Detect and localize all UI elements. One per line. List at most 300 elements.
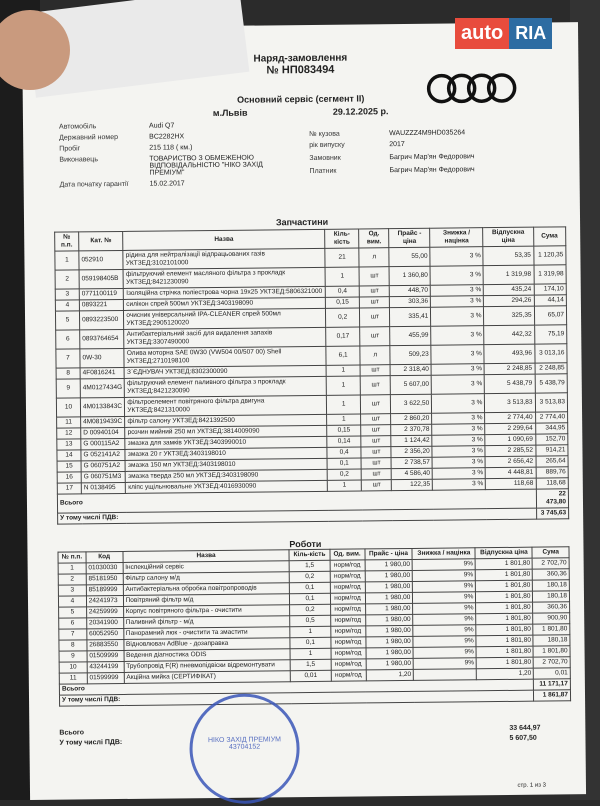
table-cell: 0,5	[290, 615, 330, 626]
parts-col-header: Назва	[123, 229, 325, 250]
parts-col-header: Знижка / націнка	[430, 228, 483, 248]
total-label: Всього	[59, 679, 534, 695]
table-cell: 1 980,00	[365, 636, 413, 647]
table-cell: 0,4	[327, 447, 361, 458]
table-cell: G 060751A2	[81, 460, 126, 471]
table-cell: 3 %	[431, 296, 484, 308]
parts-col-header: Відпускна ціна	[483, 227, 533, 247]
table-cell: 1 801,80	[476, 646, 533, 658]
table-cell: 24241973	[86, 595, 123, 606]
table-cell: 9	[56, 379, 80, 398]
table-cell: фільтроелемент повітряного фільтра двигуна УКТЗЕД:8421310000	[125, 395, 327, 416]
table-cell: 1 124,42	[391, 435, 432, 446]
table-cell	[414, 669, 477, 681]
table-cell: 1 980,00	[365, 625, 413, 636]
table-cell: 3 513,83	[535, 393, 568, 412]
table-cell: G 060751M3	[81, 471, 126, 482]
table-cell: 1 801,80	[476, 569, 533, 581]
table-cell: 1	[327, 480, 361, 491]
works-table	[57, 546, 571, 706]
stamp-code: 43704152	[228, 743, 261, 751]
table-cell: 335,41	[390, 307, 431, 326]
table-cell: 1	[327, 414, 361, 425]
table-cell: Повітряний фільтр м/д	[123, 594, 290, 607]
works-col-header: Сума	[532, 547, 569, 558]
table-cell: 4M0127434G	[80, 378, 125, 397]
table-cell: 2 738,57	[391, 457, 432, 468]
table-cell: 1 090,69	[485, 434, 535, 446]
table-cell: 360,36	[533, 569, 570, 580]
table-cell: фільтруючий елемент масляного фільтра з прокладк УКТЗЕД:8421230090	[123, 267, 325, 288]
table-cell: 21	[325, 248, 359, 267]
table-cell: 9%	[413, 603, 476, 615]
table-cell: змазка тверда 250 мл УКТЗЕД:3403198090	[126, 469, 328, 482]
service-segment: Основний сервіс (сегмент II)	[237, 93, 365, 105]
table-cell: 448,70	[390, 285, 431, 296]
table-cell: 65,07	[534, 306, 567, 325]
table-cell: 53,35	[483, 246, 533, 266]
table-cell: 0,1	[290, 637, 330, 648]
table-cell: 2 299,64	[485, 423, 535, 435]
table-cell: 9%	[413, 570, 476, 582]
table-cell: 3 %	[431, 326, 484, 346]
document-page	[22, 22, 586, 800]
table-cell: норм/год	[330, 626, 365, 637]
table-cell: 2 656,42	[485, 456, 535, 468]
parts-section-title: Запчастини	[275, 216, 329, 228]
grand-vat-value: 5 607,50	[509, 734, 537, 742]
table-cell: 1 980,00	[366, 658, 414, 669]
info-label: Виконавець	[59, 156, 98, 164]
table-cell: норм/год	[330, 604, 365, 615]
table-cell: Ізоляційна стрічка поліестрова чорна 19x25 УКТЗЕД:5806321000	[124, 286, 326, 299]
table-cell: Корпус повітряного фільтра - очистити	[123, 605, 290, 618]
table-cell: 180,18	[533, 591, 570, 602]
table-cell: 2	[55, 270, 79, 289]
table-cell: 01599999	[87, 672, 124, 683]
works-col-header: Знижка / націнка	[412, 548, 475, 560]
table-cell: 1	[326, 395, 360, 414]
table-cell: 4 448,81	[486, 467, 536, 479]
table-cell: шт	[361, 414, 391, 425]
works-col-header: Прайс - ціна	[365, 548, 413, 559]
table-cell: Паливний фільтр - м/д	[123, 616, 290, 629]
table-cell: 1 980,00	[365, 570, 413, 581]
autoria-watermark	[455, 12, 585, 54]
table-cell: 0,4	[325, 286, 359, 297]
table-cell: 1 120,35	[533, 246, 566, 265]
stamp-text: НІКО ЗАХІД ПРЕМІУМ	[207, 736, 282, 745]
info-value: Багрич Мар'ян Федорович	[389, 153, 475, 162]
table-cell: 325,35	[484, 306, 534, 326]
table-cell: 0893223500	[79, 310, 124, 329]
document-date: 29.12.2025 р.	[332, 106, 389, 117]
table-cell: G 052141A2	[81, 449, 126, 460]
table-cell: Антибактеріальна обробка повітропроводів	[123, 583, 290, 596]
table-cell: 0,1	[290, 593, 330, 604]
table-cell: 1 801,80	[533, 646, 570, 657]
table-cell: D 00940104	[81, 427, 126, 438]
table-cell: 60052950	[87, 628, 124, 639]
company-stamp	[189, 693, 300, 804]
table-cell: 435,24	[484, 284, 534, 296]
table-cell: 0,2	[325, 308, 359, 327]
table-cell: 3 %	[432, 435, 485, 447]
parts-col-header: № п.п.	[55, 232, 79, 251]
grand-total-value: 33 644,97	[509, 724, 541, 732]
info-value: Audi Q7	[148, 122, 175, 130]
table-cell: кліпс ущільнювальне УКТЗЕД:4016930090	[126, 480, 328, 493]
watermark-ria: RIA	[509, 18, 552, 49]
total-value: 22 473,80	[536, 489, 569, 508]
table-cell: 059198405B	[79, 269, 124, 288]
table-cell: шт	[361, 469, 391, 480]
table-cell: 455,99	[390, 326, 431, 345]
parts-col-header: Прайс - ціна	[389, 228, 430, 247]
table-cell: 118,68	[536, 478, 569, 489]
table-cell: 1	[326, 365, 360, 376]
table-cell: норм/год	[330, 560, 365, 571]
table-cell: 4	[58, 596, 86, 607]
info-value: 15.02.2017	[149, 180, 185, 188]
info-left	[59, 121, 310, 193]
table-cell: розчин мийний 250 мл УКТЗЕД:3814009090	[125, 425, 327, 438]
table-cell: л	[360, 346, 390, 365]
table-cell: 2 702,70	[534, 657, 571, 668]
table-cell: 20341900	[86, 617, 123, 628]
table-cell: 0,14	[327, 436, 361, 447]
works-col-header: Кіль-кість	[289, 549, 329, 560]
table-cell: 3 %	[431, 364, 484, 376]
table-cell: 7	[56, 349, 80, 368]
table-cell: 3 %	[430, 285, 483, 297]
total-label: У тому числі ПДВ:	[58, 508, 537, 524]
table-cell: 509,23	[390, 345, 431, 364]
table-cell: 1 801,80	[476, 624, 533, 636]
table-cell: 2 774,40	[485, 412, 535, 424]
table-cell: 3 %	[431, 307, 484, 327]
table-cell: 0,2	[290, 604, 330, 615]
table-cell: 11	[57, 417, 81, 428]
table-cell: 1 801,80	[476, 657, 533, 669]
table-cell: 3 622,50	[391, 394, 432, 413]
table-cell: норм/год	[331, 659, 366, 670]
table-cell: 9%	[413, 658, 476, 670]
table-cell: G 000115A2	[81, 438, 126, 449]
table-cell: 1	[326, 376, 360, 395]
table-cell: 0893221	[79, 299, 124, 310]
table-cell: шт	[360, 376, 390, 395]
table-cell: шт	[361, 395, 391, 414]
works-col-header: № п.п.	[58, 552, 86, 563]
table-cell: шт	[360, 297, 390, 308]
table-cell: шт	[360, 365, 390, 376]
table-cell: Трубопровід F(R) пневмопідвіски відремонтувати	[124, 660, 291, 673]
table-cell: 1 319,98	[483, 265, 533, 285]
parts-col-header: Од. вим.	[359, 229, 389, 248]
table-cell: 0893764654	[80, 329, 125, 348]
table-cell: 24259999	[86, 606, 123, 617]
table-cell: 0,2	[290, 571, 330, 582]
table-cell: Олива моторна SAE 0W30 (VW504 00/507 00) Shell УКТЗЕД:2710198100	[124, 346, 326, 367]
table-cell: 1 980,00	[365, 592, 413, 603]
table-cell: змазка для замків УКТЗЕД:3403990010	[125, 436, 327, 449]
table-cell: 85181950	[86, 573, 123, 584]
table-cell: 9%	[413, 636, 476, 648]
table-cell: 344,95	[535, 423, 568, 434]
table-cell: норм/год	[330, 593, 365, 604]
table-cell: шт	[361, 425, 391, 436]
table-cell: 4F0816241	[80, 367, 125, 378]
info-label: Замовник	[309, 154, 341, 162]
table-cell: шт	[361, 447, 391, 458]
table-cell: 13	[57, 439, 81, 450]
table-cell: 1 801,80	[476, 635, 533, 647]
table-cell: фільтруючий елемент паливного фільтра з прокладк УКТЗЕД:8421230090	[125, 376, 327, 397]
table-cell: 0,15	[327, 425, 361, 436]
parts-table	[54, 226, 569, 524]
works-col-header: Код	[86, 551, 123, 562]
table-cell: Фільтр салону м/д	[123, 572, 290, 585]
table-cell: 6	[59, 618, 87, 629]
table-cell: 1 801,80	[476, 613, 533, 625]
table-cell: 5 438,79	[535, 374, 568, 393]
table-cell: 052910	[79, 250, 124, 269]
table-cell: 01030030	[86, 562, 123, 573]
table-cell: 0,15	[325, 297, 359, 308]
table-cell: Ведення діагностика ODIS	[124, 649, 291, 662]
info-value: WAUZZZ4M9HD035264	[389, 129, 466, 138]
table-cell: фільтр салону УКТЗЕД:8421392500	[125, 414, 327, 427]
table-cell: л	[359, 248, 389, 267]
table-cell: Інспекційний сервіс	[123, 561, 290, 574]
table-cell: 3 %	[430, 247, 483, 267]
page-number: стр. 1 из 3	[517, 782, 546, 789]
table-cell: 1 980,00	[366, 647, 414, 658]
table-cell: 6	[56, 330, 80, 349]
table-cell: 11	[59, 673, 87, 684]
document-title: Наряд-замовлення	[253, 52, 348, 65]
table-cell: 5 438,79	[485, 374, 535, 394]
info-label: Дата початку гарантії	[59, 180, 129, 189]
table-cell: 4	[55, 300, 79, 311]
info-label: Автомобіль	[59, 123, 97, 131]
total-value: 11 171,17	[534, 679, 571, 690]
table-cell: норм/год	[330, 582, 365, 593]
table-cell: шт	[360, 286, 390, 297]
table-cell: 1	[290, 626, 330, 637]
table-cell: 9%	[413, 592, 476, 604]
table-cell: 2 774,40	[535, 412, 568, 423]
parts-col-header: Сума	[533, 227, 566, 246]
table-cell: 3	[55, 289, 79, 300]
table-cell: 303,36	[390, 296, 431, 307]
table-cell: 1 980,00	[365, 581, 413, 592]
table-cell: 180,18	[533, 635, 570, 646]
table-cell: 5	[55, 311, 79, 330]
table-cell: 5 607,00	[391, 375, 432, 394]
table-cell: шт	[359, 267, 389, 286]
city: м.Львів	[212, 107, 248, 119]
info-label: Державний номер	[59, 134, 119, 142]
table-cell: 0,17	[326, 327, 360, 346]
table-cell: 10	[59, 662, 87, 673]
table-cell: 265,64	[536, 456, 569, 467]
table-cell: 900,90	[533, 613, 570, 624]
info-right	[309, 119, 540, 190]
table-cell: 9%	[413, 647, 476, 659]
table-cell: 3 %	[432, 424, 485, 436]
table-cell: норм/год	[330, 571, 365, 582]
table-cell: 3 %	[432, 457, 485, 469]
total-value: 1 861,87	[534, 690, 571, 701]
table-cell: 15	[57, 461, 81, 472]
table-cell: змазка 20 г УКТЗЕД:3403198010	[125, 447, 327, 460]
table-cell: шт	[360, 308, 390, 327]
table-cell: 3 %	[430, 266, 483, 286]
table-cell: норм/год	[330, 637, 365, 648]
audi-logo-icon	[424, 71, 519, 106]
table-cell: 914,21	[535, 445, 568, 456]
table-cell: 360,36	[533, 602, 570, 613]
table-cell: 3 %	[432, 394, 485, 414]
table-cell: 889,76	[536, 467, 569, 478]
works-col-header: Од. вим.	[329, 549, 364, 560]
table-cell: 2 318,40	[390, 364, 431, 375]
table-cell: 2 248,85	[485, 363, 535, 375]
table-cell: 0,01	[291, 670, 331, 681]
table-cell: 1 980,00	[365, 614, 413, 625]
table-cell: 4M0819439C	[81, 416, 126, 427]
table-cell: 2 285,52	[485, 445, 535, 457]
table-cell: 10	[56, 398, 80, 417]
table-cell: шт	[360, 327, 390, 346]
parts-col-header: Кіль-кість	[325, 229, 359, 248]
table-cell: 7	[59, 629, 87, 640]
table-cell: 1,5	[289, 560, 329, 571]
total-label: У тому числі ПДВ:	[59, 690, 534, 706]
table-cell: 3 %	[432, 468, 485, 480]
table-cell: 01509999	[87, 650, 124, 661]
table-cell: 4M0133843C	[80, 397, 125, 416]
table-cell: 3 %	[431, 375, 484, 395]
works-section-title: Роботи	[289, 538, 322, 550]
table-cell: Акційна мийка (СЕРТИФІКАТ)	[124, 671, 291, 684]
table-cell: 9	[59, 651, 87, 662]
table-cell: 174,10	[534, 284, 567, 295]
table-cell: шт	[361, 436, 391, 447]
table-cell: 1	[58, 563, 86, 574]
grand-vat-label: У тому числі ПДВ:	[59, 738, 123, 747]
table-cell: шт	[361, 458, 391, 469]
table-cell: 8	[59, 640, 87, 651]
table-cell: 75,19	[534, 325, 567, 344]
table-cell: 1,20	[477, 668, 534, 680]
table-cell: 2	[58, 574, 86, 585]
table-cell: 1 360,80	[389, 266, 430, 285]
table-cell: 9%	[413, 581, 476, 593]
table-cell: норм/год	[331, 670, 366, 681]
table-cell: Панорамний люк - очистити та змастити	[123, 627, 290, 640]
table-cell: 1,20	[366, 669, 414, 680]
table-cell: 118,68	[486, 478, 536, 490]
table-cell: 3 %	[432, 479, 485, 491]
table-cell: 1 801,80	[475, 558, 532, 570]
table-cell: 2 702,70	[533, 558, 570, 569]
document-number: № НП083494	[266, 63, 335, 77]
table-cell: шт	[362, 480, 392, 491]
table-cell: 1 801,80	[533, 624, 570, 635]
total-value: 3 745,63	[536, 508, 569, 519]
grand-total-label: Всього	[59, 729, 85, 737]
table-cell: 3 513,83	[485, 393, 535, 413]
table-cell: 180,18	[533, 580, 570, 591]
table-cell: Відновлювач AdBlue - дозаправка	[123, 638, 290, 651]
table-cell: 3 %	[432, 413, 485, 425]
table-cell: 1	[325, 267, 359, 286]
table-cell: 1	[55, 251, 79, 270]
info-value: 2017	[389, 140, 405, 149]
table-cell: 9%	[412, 559, 475, 571]
table-cell: силікон спрей 500мл УКТЗЕД:3403198090	[124, 297, 326, 310]
info-value: Багрич Мар'ян Федорович	[389, 166, 475, 175]
table-cell: N 0138495	[81, 482, 126, 493]
info-value: 215 118 ( км.)	[149, 144, 193, 152]
table-cell: норм/год	[331, 648, 366, 659]
table-cell: 2 860,20	[391, 413, 432, 424]
info-label: Платник	[309, 167, 337, 175]
info-value: ТОВАРИСТВО З ОБМЕЖЕНОЮ ВІДПОВІДАЛЬНІСТЮ "НІКО ЗАХІД ПРЕМІУМ"	[149, 154, 263, 177]
works-col-header: Відпускна ціна	[475, 547, 532, 559]
table-cell: 44,14	[534, 295, 567, 306]
vehicle-info	[59, 119, 540, 193]
info-value: BC2282HX	[149, 133, 185, 141]
table-cell: 122,35	[392, 479, 433, 490]
info-label: Пробіг	[59, 145, 81, 153]
info-label: рік випуску	[309, 141, 345, 149]
table-cell: 26883550	[87, 639, 124, 650]
info-label: № кузова	[309, 130, 340, 138]
table-cell: 442,32	[484, 325, 534, 345]
table-cell: 85189999	[86, 584, 123, 595]
table-cell: З`ЄДНУВАЧ УКТЗЕД:8302300090	[124, 365, 326, 378]
table-cell: 1 801,80	[476, 602, 533, 614]
table-cell: 1,5	[291, 659, 331, 670]
table-cell: 493,96	[484, 344, 534, 364]
parts-col-header: Кат. №	[79, 231, 124, 250]
table-cell: 1 319,98	[534, 265, 567, 284]
table-cell: 0W-30	[80, 348, 125, 367]
table-cell: 294,26	[484, 295, 534, 307]
table-cell: очисник універсальний IPA-CLEANER спрей 500мл УКТЗЕД:2905120020	[124, 308, 326, 329]
table-cell: 16	[57, 472, 81, 483]
table-cell: 0,1	[290, 582, 330, 593]
table-cell: 4 586,40	[392, 468, 433, 479]
works-col-header: Назва	[123, 550, 290, 563]
table-cell: 1	[290, 648, 330, 659]
table-cell: змазка 150 мл УКТЗЕД:3403198010	[125, 458, 327, 471]
table-cell: 0,01	[534, 668, 571, 679]
table-cell: 1 801,80	[476, 591, 533, 603]
table-cell: 43244199	[87, 661, 124, 672]
table-cell: рідина для нейтралізації відпрацьованих газів УКТЗЕД:3102101000	[123, 248, 325, 269]
table-cell: 1 980,00	[365, 603, 413, 614]
table-cell: 3 013,16	[534, 344, 567, 363]
table-cell: 2 356,20	[391, 446, 432, 457]
table-cell: 1 980,00	[365, 559, 413, 570]
table-cell: 14	[57, 450, 81, 461]
table-cell: 0,1	[327, 458, 361, 469]
